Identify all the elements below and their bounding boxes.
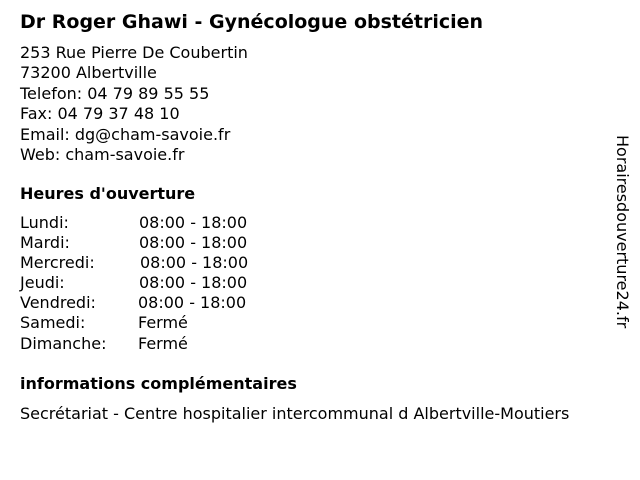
hours-day: Mardi:	[20, 233, 70, 253]
website: Web: cham-savoie.fr	[20, 145, 185, 165]
hours-day: Samedi:	[20, 313, 86, 333]
hours-time: 08:00 - 18:00	[140, 253, 249, 273]
extra-info-heading: informations complémentaires	[20, 374, 297, 393]
page-title: Dr Roger Ghawi - Gynécologue obstétricien	[20, 11, 484, 33]
hours-time: 08:00 - 18:00	[139, 273, 248, 293]
address-street: 253 Rue Pierre De Coubertin	[20, 43, 248, 62]
fax-number: Fax: 04 79 37 48 10	[20, 104, 180, 124]
hours-day: Vendredi:	[20, 293, 96, 313]
hours-time: 08:00 - 18:00	[138, 293, 247, 313]
hours-day: Jeudi:	[20, 273, 65, 293]
hours-day: Mercredi:	[20, 253, 95, 273]
extra-info-text: Secrétariat - Centre hospitalier intercommunal d Albertville-Moutiers	[20, 404, 570, 423]
email-address: Email: dg@cham-savoie.fr	[20, 124, 231, 144]
hours-heading: Heures d'ouverture	[20, 184, 196, 203]
hours-time: 08:00 - 18:00	[139, 233, 248, 253]
hours-day: Lundi:	[20, 213, 69, 232]
address-city: 73200 Albertville	[20, 63, 157, 83]
hours-time: Fermé	[138, 333, 188, 353]
watermark-text: Horairesdouverture24.fr	[613, 135, 632, 329]
hours-day: Dimanche:	[20, 333, 107, 353]
contact-block	[20, 43, 248, 165]
phone-number: Telefon: 04 79 89 55 55	[20, 83, 210, 103]
hours-time: 08:00 - 18:00	[139, 213, 248, 232]
hours-time: Fermé	[138, 313, 188, 333]
